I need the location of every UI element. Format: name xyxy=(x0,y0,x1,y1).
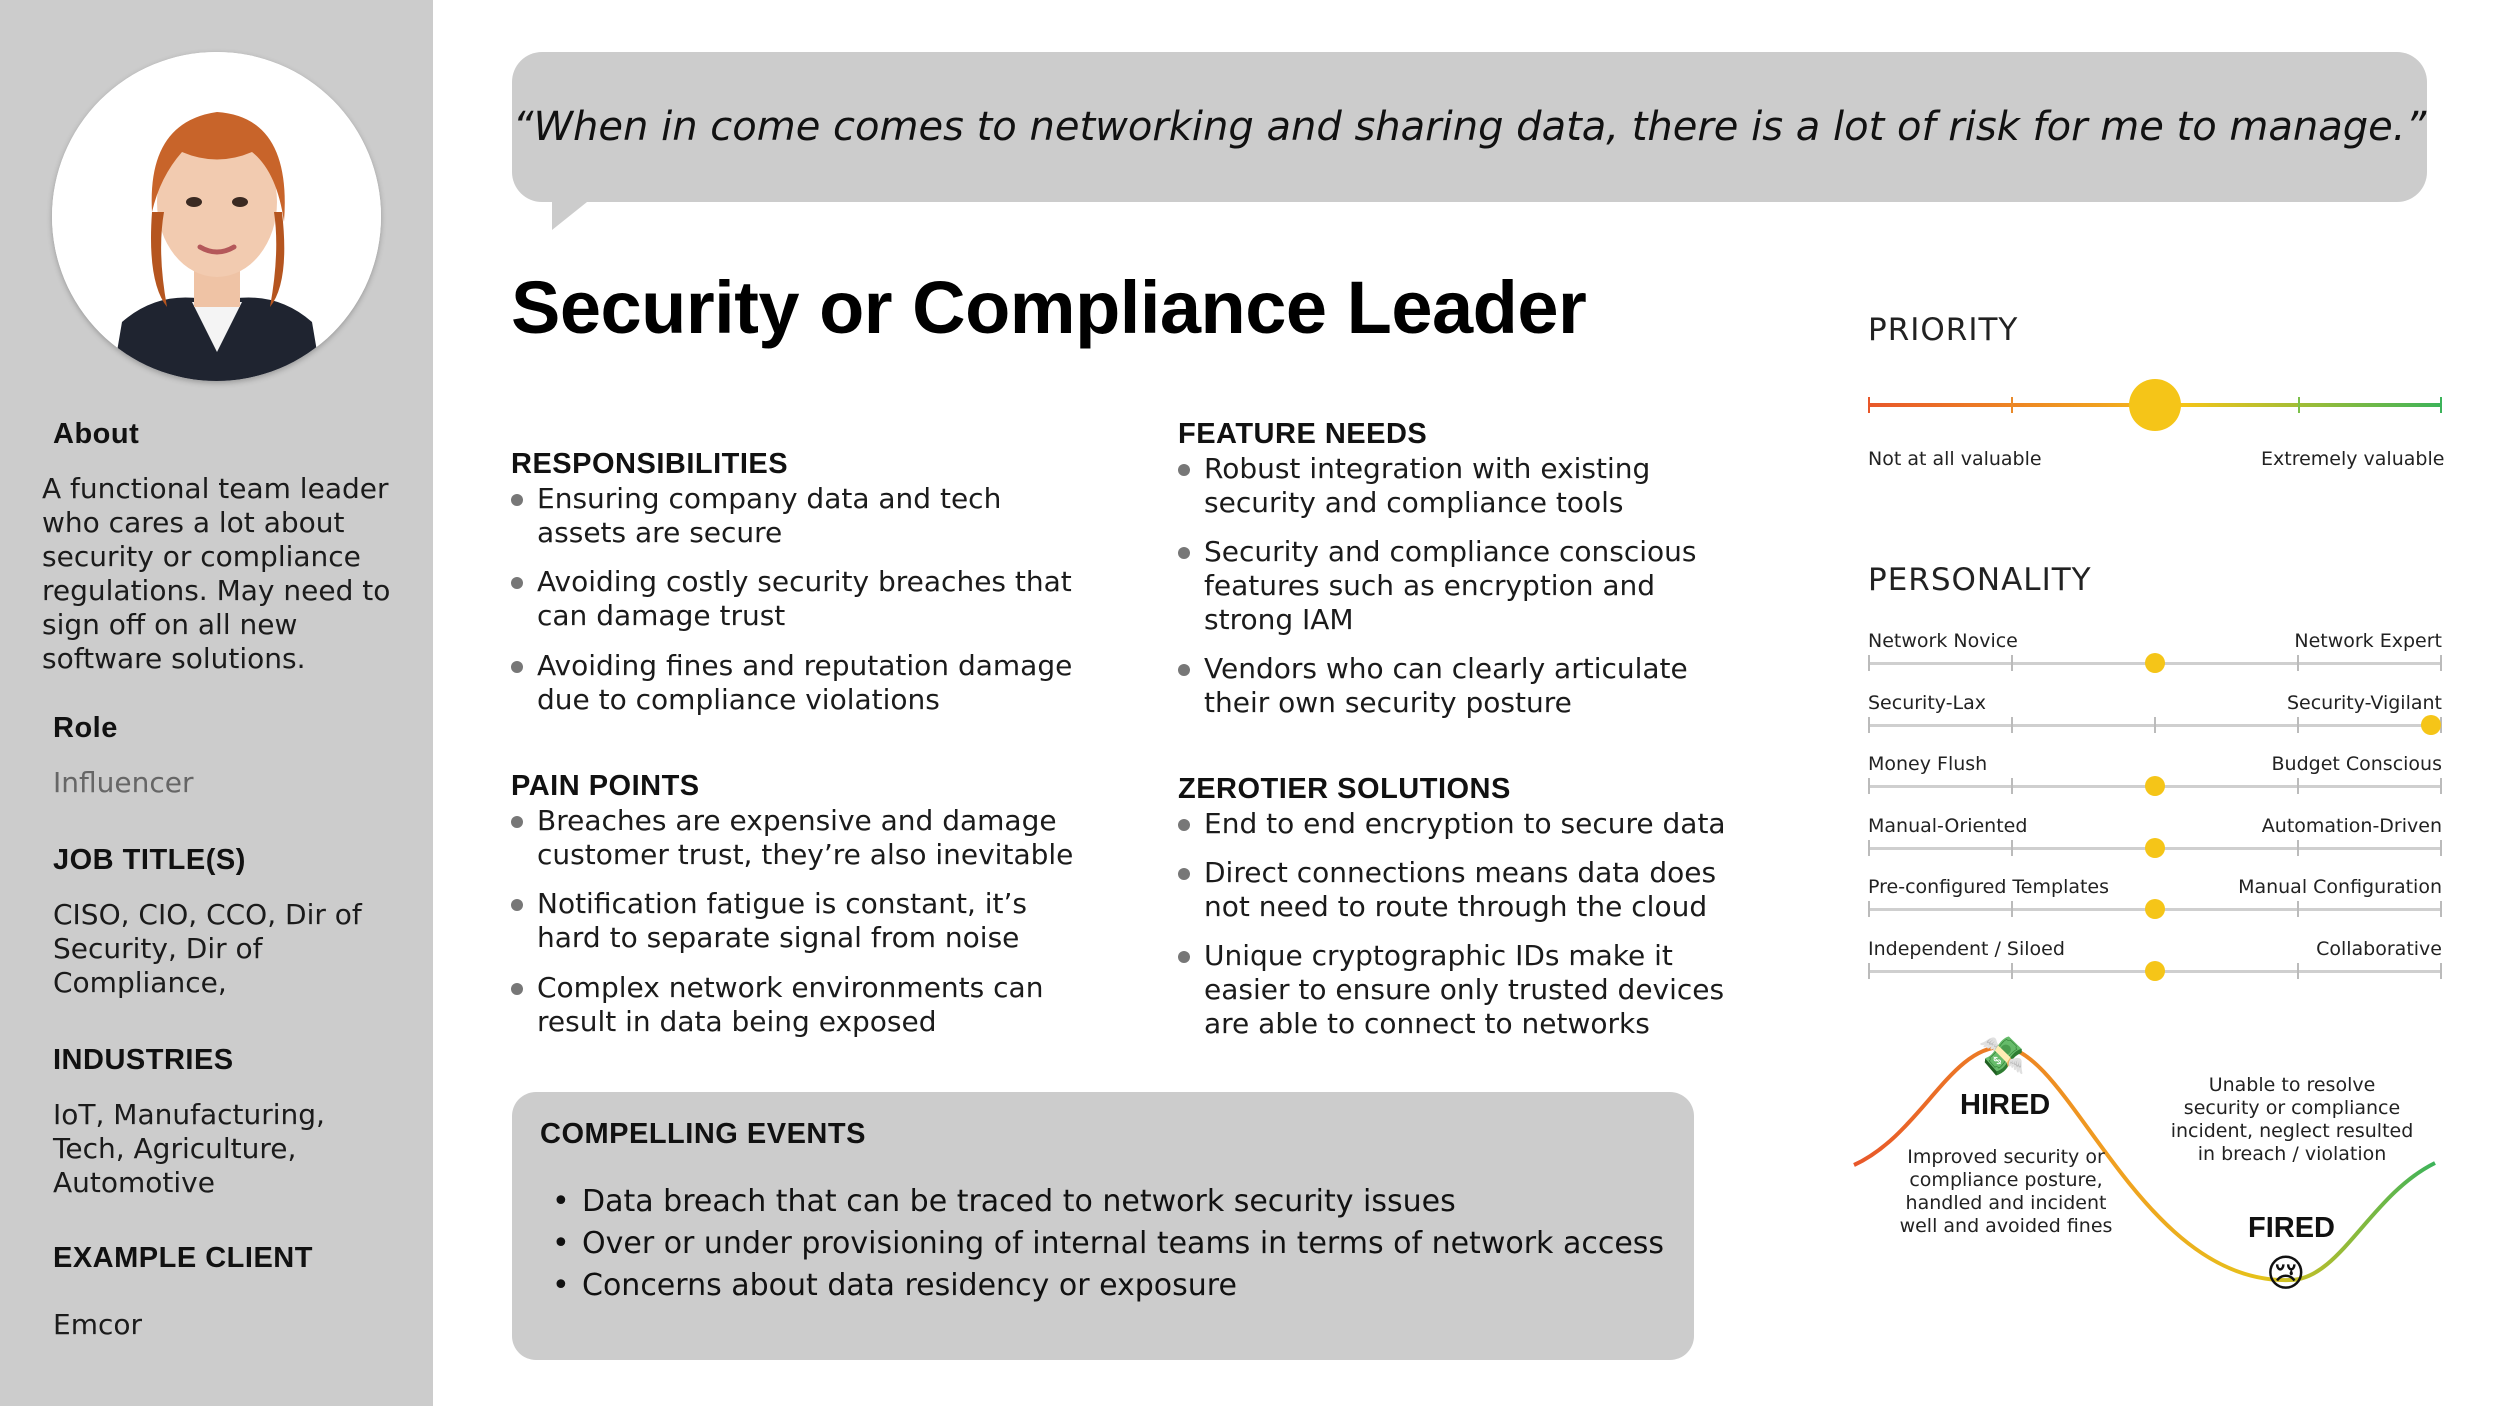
personality-heading: PERSONALITY xyxy=(1868,562,2092,598)
personality-tick xyxy=(2011,778,2013,794)
personality-tick xyxy=(2297,963,2299,979)
persona-portrait-icon xyxy=(52,52,381,381)
list-item: Breaches are expensive and damage customer trust, they’re also inevitable xyxy=(537,804,1117,872)
personality-left-label: Money Flush xyxy=(1868,753,1988,775)
personality-tick xyxy=(2297,717,2299,733)
example-client-value: Emcor xyxy=(53,1308,143,1341)
hired-label: HIRED xyxy=(1960,1089,2051,1121)
sidebar xyxy=(0,0,433,1406)
priority-tick xyxy=(2011,397,2013,413)
priority-tick xyxy=(2298,397,2300,413)
pain-points-heading: PAIN POINTS xyxy=(511,770,700,802)
personality-tick xyxy=(2011,840,2013,856)
personality-right-label: Automation-Driven xyxy=(2261,815,2442,837)
personality-right-label: Network Expert xyxy=(2294,630,2442,652)
priority-high-label: Extremely valuable xyxy=(2261,448,2445,470)
job-title-value: CISO, CIO, CCO, Dir of Security, Dir of Compliance, xyxy=(53,898,362,999)
personality-marker xyxy=(2145,653,2165,673)
list-item: Ensuring company data and tech assets are secure xyxy=(537,482,1097,550)
personality-marker xyxy=(2145,838,2165,858)
personality-tick xyxy=(1868,717,1870,733)
industries-value: IoT, Manufacturing, Tech, Agriculture, Automotive xyxy=(53,1098,325,1199)
list-item: Direct connections means data does not need to route through the cloud xyxy=(1204,856,1744,924)
job-title-heading: JOB TITLE(S) xyxy=(53,844,246,876)
list-item: Unique cryptographic IDs make it easier to ensure only trusted devices are able to connect to networks xyxy=(1204,939,1744,1041)
list-item: Robust integration with existing security and compliance tools xyxy=(1204,452,1744,520)
priority-low-label: Not at all valuable xyxy=(1868,448,2042,470)
industries-heading: INDUSTRIES xyxy=(53,1044,234,1076)
fired-label: FIRED xyxy=(2248,1212,2335,1244)
personality-tick xyxy=(1868,901,1870,917)
personality-tick xyxy=(1868,778,1870,794)
personality-left-label: Security-Lax xyxy=(1868,692,1987,714)
quote-bubble xyxy=(512,52,2427,202)
about-text: A functional team leader who cares a lot about security or compliance regulations. May need to sign off on all new software solutions. xyxy=(42,472,391,675)
personality-right-label: Collaborative xyxy=(2316,938,2442,960)
role-value: Influencer xyxy=(53,766,194,799)
role-heading: Role xyxy=(53,712,118,744)
list-item: • Concerns about data residency or exposure xyxy=(582,1268,1237,1303)
priority-marker xyxy=(2129,379,2181,431)
list-item: • Data breach that can be traced to network security issues xyxy=(582,1184,1456,1219)
personality-left-label: Manual-Oriented xyxy=(1868,815,2028,837)
list-item: Avoiding fines and reputation damage due to compliance violations xyxy=(537,649,1097,717)
personality-marker xyxy=(2145,961,2165,981)
personality-tick xyxy=(2297,901,2299,917)
personality-tick xyxy=(2011,963,2013,979)
about-heading: About xyxy=(53,418,140,450)
personality-tick xyxy=(1868,655,1870,671)
persona-quote: “When in come comes to networking and sharing data, there is a lot of risk for me to manage.” xyxy=(512,104,2427,150)
money-icon: 💸 xyxy=(1978,1034,2026,1078)
priority-slider xyxy=(1868,397,2442,413)
personality-tick xyxy=(2297,778,2299,794)
personality-tick xyxy=(2011,901,2013,917)
priority-heading: PRIORITY xyxy=(1868,312,2019,348)
personality-tick xyxy=(1868,840,1870,856)
responsibilities-heading: RESPONSIBILITIES xyxy=(511,448,789,480)
personality-tick xyxy=(2440,778,2442,794)
personality-marker xyxy=(2421,715,2441,735)
solutions-heading: ZEROTIER SOLUTIONS xyxy=(1178,773,1511,805)
personality-tick xyxy=(2440,901,2442,917)
compelling-events-heading: COMPELLING EVENTS xyxy=(540,1118,866,1150)
list-item: Complex network environments can result in data being exposed xyxy=(537,971,1097,1039)
personality-marker xyxy=(2145,776,2165,796)
priority-tick xyxy=(1868,397,1870,413)
feature-needs-heading: FEATURE NEEDS xyxy=(1178,418,1428,450)
list-item: Notification fatigue is constant, it’s hard to separate signal from noise xyxy=(537,887,1097,955)
compelling-events-panel xyxy=(512,1092,1694,1360)
list-item: • Over or under provisioning of internal teams in terms of network access xyxy=(582,1226,1664,1261)
personality-tick xyxy=(2011,655,2013,671)
personality-tick xyxy=(2297,840,2299,856)
hired-description: Improved security or compliance posture, handled and incident well and avoided fines xyxy=(1899,1146,2113,1237)
personality-left-label: Pre-configured Templates xyxy=(1868,876,2110,898)
crying-face-icon: 😢 xyxy=(2266,1251,2306,1295)
personality-right-label: Budget Conscious xyxy=(2271,753,2442,775)
personality-tick xyxy=(2440,655,2442,671)
personality-right-label: Security-Vigilant xyxy=(2286,692,2442,714)
example-client-heading: EXAMPLE CLIENT xyxy=(53,1242,313,1274)
list-item: Vendors who can clearly articulate their own security posture xyxy=(1204,652,1744,720)
list-item: Avoiding costly security breaches that can damage trust xyxy=(537,565,1097,633)
personality-marker xyxy=(2145,899,2165,919)
list-item: Security and compliance conscious features such as encryption and strong IAM xyxy=(1204,535,1744,637)
fired-description: Unable to resolve security or compliance incident, neglect resulted in breach / violation xyxy=(2170,1074,2414,1165)
avatar xyxy=(52,52,381,381)
personality-tick xyxy=(2154,717,2156,733)
personality-tick xyxy=(2440,840,2442,856)
personality-left-label: Independent / Siloed xyxy=(1868,938,2065,960)
quote-bubble-tail xyxy=(552,190,602,230)
list-item: End to end encryption to secure data xyxy=(1204,807,1764,841)
personality-left-label: Network Novice xyxy=(1868,630,2018,652)
personality-tick xyxy=(1868,963,1870,979)
personality-tick xyxy=(2440,963,2442,979)
priority-tick xyxy=(2440,397,2442,413)
personality-tick xyxy=(2011,717,2013,733)
personality-tick xyxy=(2297,655,2299,671)
page-title: Security or Compliance Leader xyxy=(511,266,1587,349)
personality-right-label: Manual Configuration xyxy=(2238,876,2442,898)
